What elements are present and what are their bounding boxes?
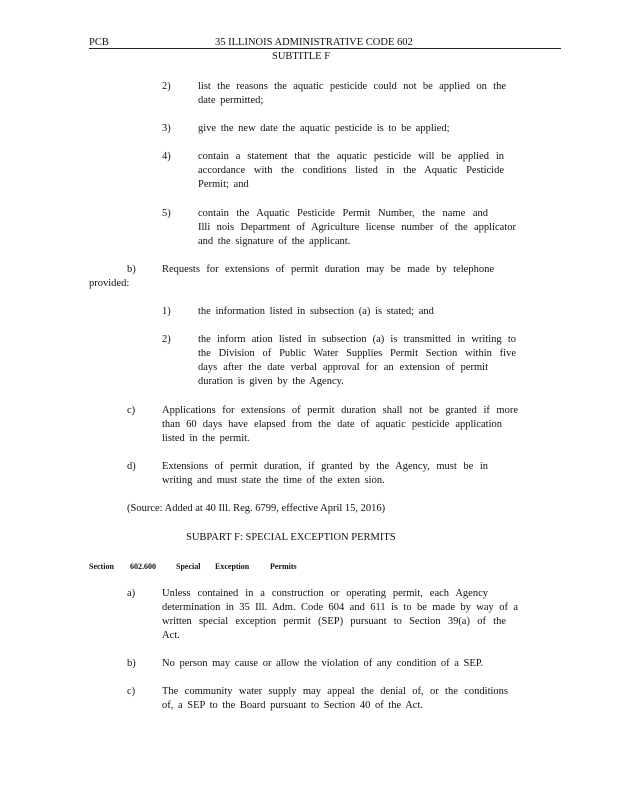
section-text bbox=[162, 657, 502, 671]
item-line: contain a statement that the aquatic pesticide will be applied in bbox=[198, 151, 504, 162]
list-item bbox=[198, 207, 516, 249]
list-item bbox=[198, 333, 516, 389]
list-item bbox=[198, 305, 458, 319]
section-line: The community water supply may appeal the denial of, or the conditions bbox=[162, 686, 508, 697]
section-marker: c) bbox=[127, 686, 136, 697]
section-line: Unless contained in a construction or operating permit, each Agency bbox=[162, 588, 488, 599]
item-marker: 2) bbox=[162, 334, 171, 345]
item-marker: 3) bbox=[162, 123, 171, 134]
section-title-word: Special bbox=[176, 562, 201, 571]
subpart-heading: SUBPART F: SPECIAL EXCEPTION PERMITS bbox=[186, 532, 396, 543]
section-title-word: Permits bbox=[270, 562, 297, 571]
item-line: the inform ation listed in subsection (a) is transmitted in writing to bbox=[198, 334, 516, 345]
item-line: give the new date the aquatic pesticide is to be applied; bbox=[198, 123, 450, 134]
section-text bbox=[162, 685, 508, 713]
section-line: listed in the permit. bbox=[162, 433, 250, 444]
section-number: 602.600 bbox=[130, 562, 156, 571]
item-line: and the signature of the applicant. bbox=[198, 236, 351, 247]
section-line: Act. bbox=[162, 630, 180, 641]
item-line: Permit; and bbox=[198, 179, 249, 190]
header-subtitle: SUBTITLE F bbox=[272, 51, 331, 62]
section-line: Requests for extensions of permit duration may be made by telephone bbox=[162, 264, 494, 275]
item-line: the information listed in subsection (a) is stated; and bbox=[198, 306, 434, 317]
section-line: than 60 days have elapsed from the date of aquatic pesticide application bbox=[162, 419, 502, 430]
section-text-continuation: provided: bbox=[89, 278, 130, 289]
source-note: (Source: Added at 40 Ill. Reg. 6799, effective April 15, 2016) bbox=[127, 503, 386, 514]
section-line: Extensions of permit duration, if granted by the Agency, must be in bbox=[162, 461, 488, 472]
section-marker: c) bbox=[127, 405, 136, 416]
section-line: writing and must state the time of the exten sion. bbox=[162, 475, 385, 486]
header-title: 35 ILLINOIS ADMINISTRATIVE CODE 602 bbox=[215, 37, 413, 48]
item-marker: 4) bbox=[162, 151, 171, 162]
section-marker: d) bbox=[127, 461, 136, 472]
item-line: duration is given by the Agency. bbox=[198, 376, 344, 387]
section-marker: b) bbox=[127, 264, 136, 275]
section-line: Applications for extensions of permit duration shall not be granted if more bbox=[162, 405, 518, 416]
item-marker: 2) bbox=[162, 81, 171, 92]
item-line: date permitted; bbox=[198, 95, 264, 106]
section-text bbox=[162, 404, 518, 446]
section-text bbox=[162, 263, 494, 277]
item-marker: 1) bbox=[162, 306, 171, 317]
list-item bbox=[198, 80, 506, 108]
item-line: list the reasons the aquatic pesticide could not be applied on the bbox=[198, 81, 506, 92]
section-label: Section bbox=[89, 562, 114, 571]
section-text bbox=[162, 460, 488, 488]
item-line: contain the Aquatic Pesticide Permit Number, the name and bbox=[198, 208, 488, 219]
section-marker: a) bbox=[127, 588, 136, 599]
header-left: PCB bbox=[89, 37, 109, 48]
section-text bbox=[162, 587, 518, 643]
section-line: determination in 35 Ill. Adm. Code 604 and 611 is to be made by way of a bbox=[162, 602, 518, 613]
list-item bbox=[198, 150, 504, 192]
section-title-word: Exception bbox=[215, 562, 250, 571]
item-line: Illi nois Department of Agriculture license number of the applicator bbox=[198, 222, 516, 233]
section-line: written special exception permit (SEP) pursuant to Section 39(a) of the bbox=[162, 616, 506, 627]
item-line: days after the date verbal approval for an extension of permit bbox=[198, 362, 488, 373]
item-line: the Division of Public Water Supplies Permit Section within five bbox=[198, 348, 516, 359]
item-line: accordance with the conditions listed in the Aquatic Pesticide bbox=[198, 165, 504, 176]
header-rule bbox=[89, 48, 561, 49]
section-line: No person may cause or allow the violation of any condition of a SEP. bbox=[162, 658, 484, 669]
item-marker: 5) bbox=[162, 208, 171, 219]
section-marker: b) bbox=[127, 658, 136, 669]
list-item bbox=[198, 122, 468, 136]
section-line: of, a SEP to the Board pursuant to Section 40 of the Act. bbox=[162, 700, 423, 711]
